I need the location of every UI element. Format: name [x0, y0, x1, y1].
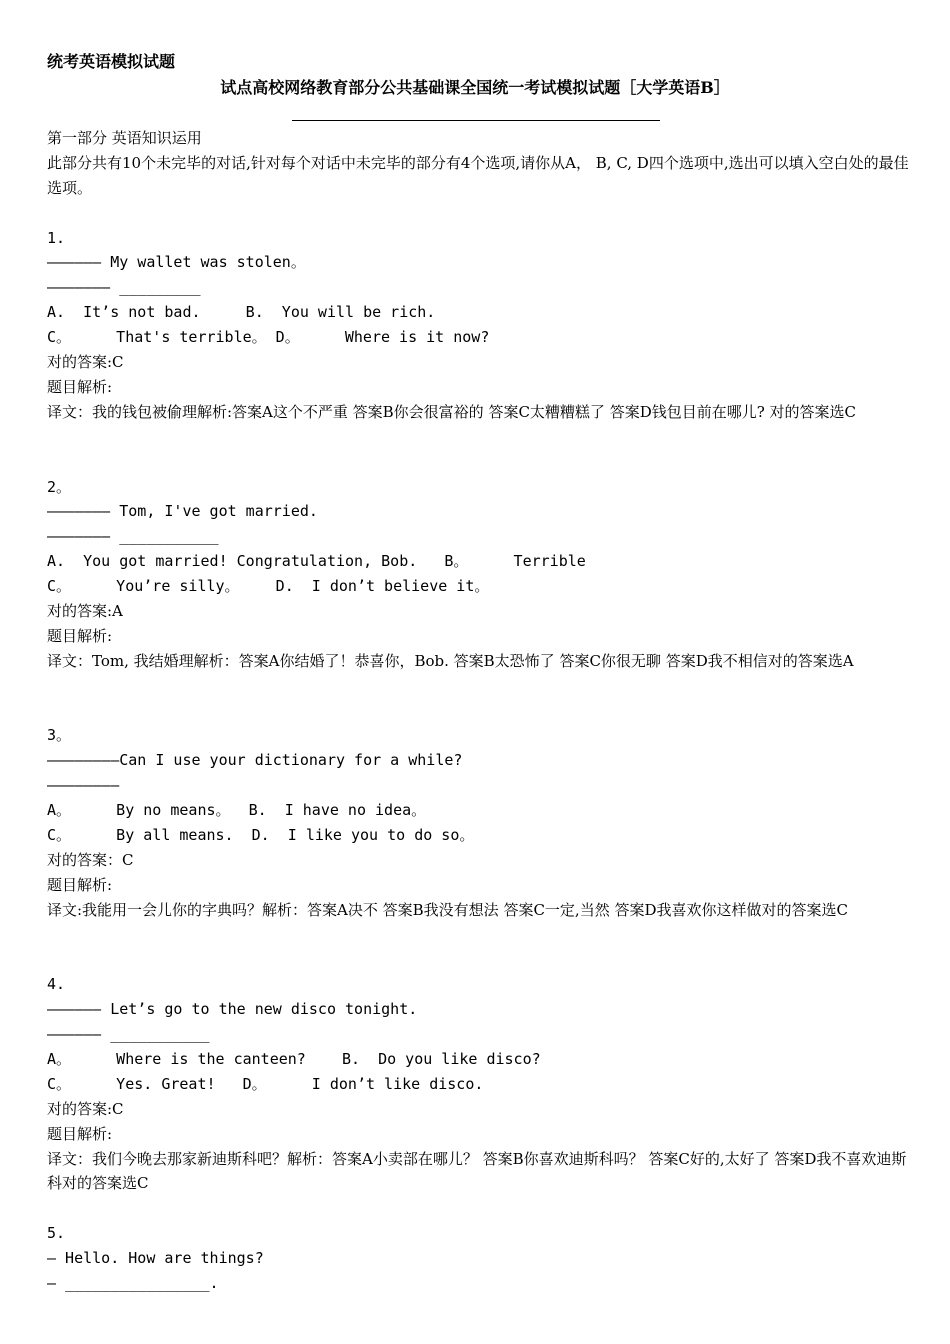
question-prompt: —————— Let’s go to the new disco tonight. [47, 1000, 418, 1019]
translation: 译文:我能用一会儿你的字典吗？解析：答案A决不 答案B我没有想法 答案C一定,当然 答案D我喜欢你这样做对的答案选C [47, 900, 848, 919]
question-response-blank: ——————— ___________ [47, 527, 219, 546]
question-prompt: — Hello. How are things? [47, 1249, 264, 1268]
question-response-blank: ——————— _________ [47, 278, 201, 297]
question-response-blank: —————— ___________ [47, 1025, 210, 1044]
section-instructions: 此部分共有10个未完毕的对话,针对每个对话中未完毕的部分有4个选项,请你从A， B, C, D四个选项中,选出可以填入空白处的最佳选项。 [47, 153, 909, 197]
question-3 [47, 723, 917, 947]
question-prompt: ————————Can I use your dictionary for a while? [47, 751, 463, 770]
question-4 [47, 972, 917, 1196]
spacer [47, 947, 917, 972]
question-number: 5. [47, 1224, 66, 1243]
question-5 [47, 1221, 917, 1296]
section-heading: 第一部分 英语知识运用 [47, 129, 202, 147]
correct-answer: 对的答案:A [47, 601, 123, 620]
correct-answer: 对的答案:C [47, 1099, 124, 1118]
analysis-label: 题目解析: [47, 875, 113, 894]
document-title: 试点高校网络教育部分公共基础课全国统一考试模拟试题［大学英语B］ [220, 78, 730, 97]
analysis-label: 题目解析: [47, 1124, 113, 1143]
question-number: 3。 [47, 726, 72, 745]
spacer [47, 450, 917, 475]
question-number: 1. [47, 228, 66, 247]
document-header: 统考英语模拟试题 [47, 52, 176, 71]
question-prompt: —————— My wallet was stolen。 [47, 253, 306, 272]
spacer [47, 1196, 917, 1221]
analysis-label: 题目解析: [47, 626, 113, 645]
document-body [47, 126, 917, 1296]
question-prompt: ——————— Tom, I've got married. [47, 502, 318, 521]
options-row-1: A。 By no means。 B. I have no idea。 [47, 801, 427, 820]
translation: 译文：我的钱包被偷理解析:答案A这个不严重 答案B你会很富裕的 答案C太糟糟糕了 答案D钱包目前在哪儿? 对的答案选C [47, 402, 857, 421]
options-row-2: C。 By all means. D. I like you to do so。 [47, 825, 475, 844]
correct-answer: 对的答案:C [47, 353, 124, 372]
translation: 译文：我们今晚去那家新迪斯科吧？解析：答案A小卖部在哪儿？ 答案B你喜欢迪斯科吗？ 答案C好的,太好了 答案D我不喜欢迪斯科对的答案选C [47, 1149, 907, 1193]
options-row-1: A. It’s not bad. B. You will be rich. [47, 303, 436, 322]
analysis-label: 题目解析: [47, 377, 113, 396]
question-2 [47, 475, 917, 699]
translation: 译文：Tom, 我结婚理解析：答案A你结婚了！恭喜你，Bob. 答案B太恐怖了 答案C你很无聊 答案D我不相信对的答案选A [47, 651, 854, 670]
options-row-2: C。 You’re silly。 D. I don’t believe it。 [47, 577, 490, 596]
options-row-2: C。 That's terrible。 D。 Where is it now? [47, 328, 490, 347]
spacer [47, 699, 917, 724]
question-response-blank: — ________________. [47, 1274, 219, 1293]
correct-answer: 对的答案：C [47, 850, 134, 869]
spacer [47, 201, 917, 226]
question-number: 4. [47, 975, 66, 994]
options-row-1: A. You got married! Congratulation, Bob. B。 Terrible [47, 552, 586, 571]
question-number: 2。 [47, 477, 72, 496]
options-row-2: C。 Yes. Great! D。 I don’t like disco. [47, 1074, 484, 1093]
question-response-blank: ———————— [47, 776, 120, 795]
question-1 [47, 226, 917, 450]
options-row-1: A。 Where is the canteen? B. Do you like disco? [47, 1050, 541, 1069]
title-underline [292, 120, 660, 121]
